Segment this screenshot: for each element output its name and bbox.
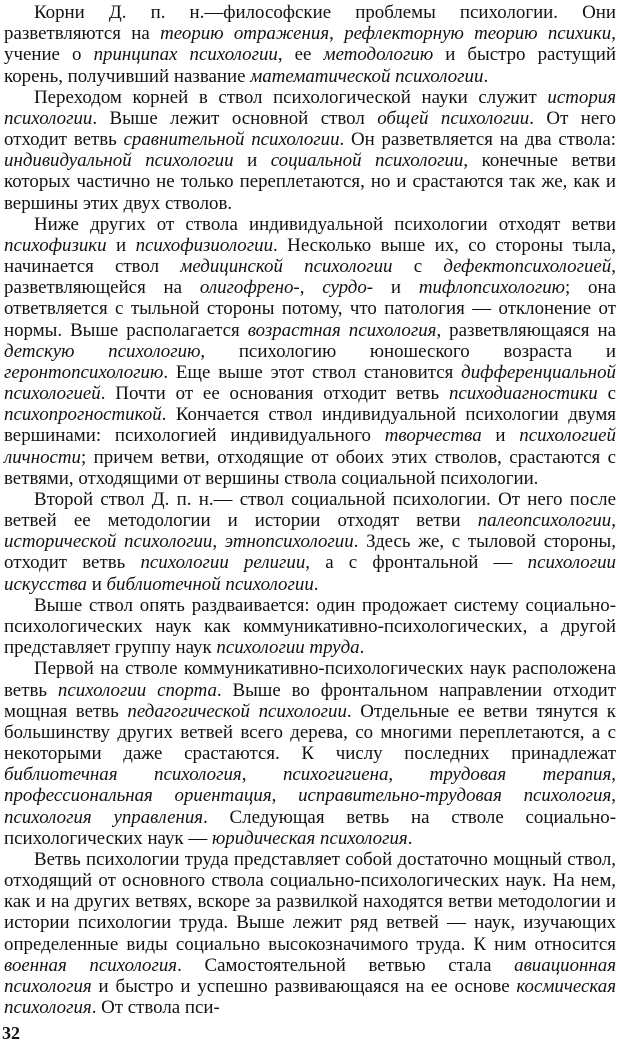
- text-run: и: [481, 425, 520, 447]
- text-run: . От него отходит ветвь: [4, 107, 616, 151]
- text-run: ; она ответвляется с тыльной стороны потому, что патология — отклонение от нормы. Выше располагается: [4, 277, 616, 341]
- text-run: Ветвь психологии труда представляет собой достаточно мощный ствол, отходящий от основного ствола социально-психологических наук. На нем, как и на других ветвях, вскоре за развилкой находятся ветви методологии и истории психологии труда. Выше лежит ряд ветвей — наук, изучающих определенные виды социально высокозначимого труда. К ним относится: [4, 848, 616, 955]
- text-run: с: [392, 256, 444, 278]
- italic-term: педагогической психологии: [127, 700, 347, 722]
- text-run: . Выше во фронтальном направлении отходит мощная ветвь: [4, 679, 616, 722]
- italic-term: исторической психологии: [4, 531, 213, 553]
- text-run: ,: [299, 277, 323, 299]
- text-run: . Следующая ветвь на стволе социально-психологических наук —: [4, 806, 616, 849]
- text-run: и: [86, 573, 107, 595]
- text-run: . Несколько выше их, со стороны тыла, начинается ствол: [4, 234, 616, 278]
- text-run: ,: [611, 764, 616, 786]
- italic-term: психопрогностикой: [4, 404, 162, 426]
- paragraph: [4, 658, 616, 849]
- italic-term: общей психологии: [377, 107, 530, 129]
- text-run: . Почти от ее основания отходит ветвь: [100, 383, 449, 405]
- paragraph: [4, 2, 616, 87]
- text-run: , психологию юношеского возраста и: [200, 340, 616, 362]
- italic-term: библиотечной психологии: [106, 573, 314, 595]
- text-run: , разветвляющейся на: [4, 256, 616, 299]
- text-run: . Отдельные ее ветви тянутся к большинству других ветвей всего дерева, со многими переплетаются, а с некоторыми даже срастаются. К числу последних принадлежат: [4, 700, 616, 765]
- italic-term: психодиагностики: [448, 383, 598, 405]
- italic-term: исправительно-трудовая психология: [298, 785, 612, 807]
- text-run: ,: [611, 510, 616, 532]
- italic-term: дефектопсихологией: [443, 256, 612, 278]
- text-run: Ниже других от ствола индивидуальной психологии отходят ветви: [34, 213, 616, 235]
- italic-term: возрастная психология: [247, 319, 437, 341]
- italic-term: психологии искусства: [4, 552, 616, 595]
- text-run: Первой на стволе коммуникативно-психологических наук расположена ветвь: [4, 658, 616, 701]
- text-run: .: [483, 65, 489, 87]
- italic-term: медицинской психологии: [180, 256, 393, 278]
- italic-term: сурдо-: [322, 277, 374, 299]
- text-run: и быстро и успешно развивающаяся на ее основе: [91, 975, 517, 997]
- italic-term: психофизики: [4, 234, 107, 256]
- italic-term: психология управления: [4, 806, 204, 828]
- italic-term: геронтопсихологию: [4, 361, 164, 383]
- text-run: . Еще выше этот ствол становится: [163, 361, 462, 383]
- text-run: Выше ствол опять раздваивается: один продожает систему социально-психологических наук как коммуникативно-психологических, а другой представляет группу наук: [4, 594, 616, 659]
- paragraph: [4, 849, 616, 1018]
- italic-term: история психологии: [4, 86, 616, 129]
- italic-term: теорию отражения: [160, 23, 330, 45]
- text-run: и: [373, 277, 419, 299]
- italic-term: трудовая терапия: [429, 764, 612, 786]
- italic-term: дифференциальной психологией: [4, 361, 616, 405]
- paragraph: [4, 87, 616, 214]
- italic-term: авиационная психология: [4, 954, 616, 997]
- italic-term: психогигиена: [282, 764, 389, 786]
- italic-term: палеопсихологии: [477, 510, 612, 532]
- text-run: , конечные ветви которых частично не только переплетаются, но и срастаются так же, как и вершины этих двух стволов.: [4, 150, 616, 214]
- italic-term: юридическая психология: [211, 827, 408, 849]
- text-run: ,: [388, 764, 430, 786]
- italic-term: этнопсихологии: [224, 531, 354, 553]
- text-run: , а с фронтальной —: [305, 552, 528, 574]
- text-run: Второй ствол Д. п. н.— ствол социальной психологии. От него после ветвей ее методологии и истории отходят ветви: [4, 488, 616, 532]
- text-run: . Здесь же, с тыловой стороны, отходит ветвь: [4, 531, 616, 574]
- italic-term: математической психологии: [250, 65, 484, 87]
- italic-term: социальной психологии: [270, 150, 464, 172]
- italic-term: профессиональная ориентация: [4, 785, 272, 807]
- text-run: ,: [329, 23, 345, 45]
- italic-term: творчества: [384, 425, 482, 447]
- italic-term: рефлекторную теорию психики: [344, 23, 612, 45]
- text-run: ,: [212, 531, 225, 553]
- italic-term: олигофрено-: [199, 277, 300, 299]
- italic-term: детскую психологию: [4, 340, 201, 362]
- text-run: ,: [271, 785, 299, 807]
- italic-term: индивидуальной психологии: [4, 150, 234, 172]
- text-run: ,: [241, 764, 283, 786]
- text-run: , учение о: [4, 23, 616, 66]
- text-run: .: [359, 637, 365, 659]
- italic-term: тифлопсихологию: [418, 277, 565, 299]
- text-run: . Выше лежит основной ствол: [92, 107, 378, 129]
- text-run: ,: [611, 785, 616, 807]
- italic-term: методологию: [323, 44, 434, 66]
- italic-term: психологией личности: [4, 425, 616, 468]
- text-run: . Кончается ствол индивидуальной психологии двумя вершинами: психологией индивидуального: [4, 404, 616, 447]
- page-number: 32: [2, 1023, 20, 1043]
- text-run: . От ствола пси-: [91, 997, 220, 1019]
- text-run: , разветвляющаяся на: [436, 319, 616, 341]
- paragraph: [4, 214, 616, 489]
- paragraph: [4, 595, 616, 659]
- text-run: . Он разветвляется на два ствола:: [339, 129, 617, 151]
- text-run: и: [106, 234, 136, 256]
- text-run: и: [233, 150, 271, 172]
- italic-term: психологии религии: [140, 552, 306, 574]
- text-run: ; причем ветви, отходящие от обоих этих стволов, срастаются с ветвями, отходящими от вершины ствола социальной психологии.: [4, 446, 616, 489]
- italic-term: психологии спорта: [57, 679, 217, 701]
- text-run: Корни Д. п. н.—философские проблемы психологии. Они разветвляются на: [4, 2, 616, 45]
- text-run: Переходом корней в ствол психологической науки служит: [34, 86, 548, 108]
- italic-term: сравнительной психологии: [123, 129, 340, 151]
- italic-term: космическая психология: [4, 975, 616, 1019]
- italic-term: психологии труда: [216, 637, 360, 659]
- text-run: и быстро растущий корень, получивший название: [4, 44, 617, 87]
- text-body: [4, 2, 616, 1018]
- italic-term: психофизиологии: [135, 234, 274, 256]
- text-run: .: [407, 827, 413, 849]
- text-run: , ее: [277, 44, 324, 66]
- italic-term: библиотечная психология: [4, 764, 242, 786]
- italic-term: принципах психологии: [93, 44, 278, 66]
- text-run: с: [597, 383, 617, 405]
- text-run: .: [313, 573, 319, 595]
- text-run: . Самостоятельной ветвью стала: [177, 954, 515, 976]
- paragraph: [4, 489, 616, 595]
- italic-term: военная психология: [4, 954, 178, 976]
